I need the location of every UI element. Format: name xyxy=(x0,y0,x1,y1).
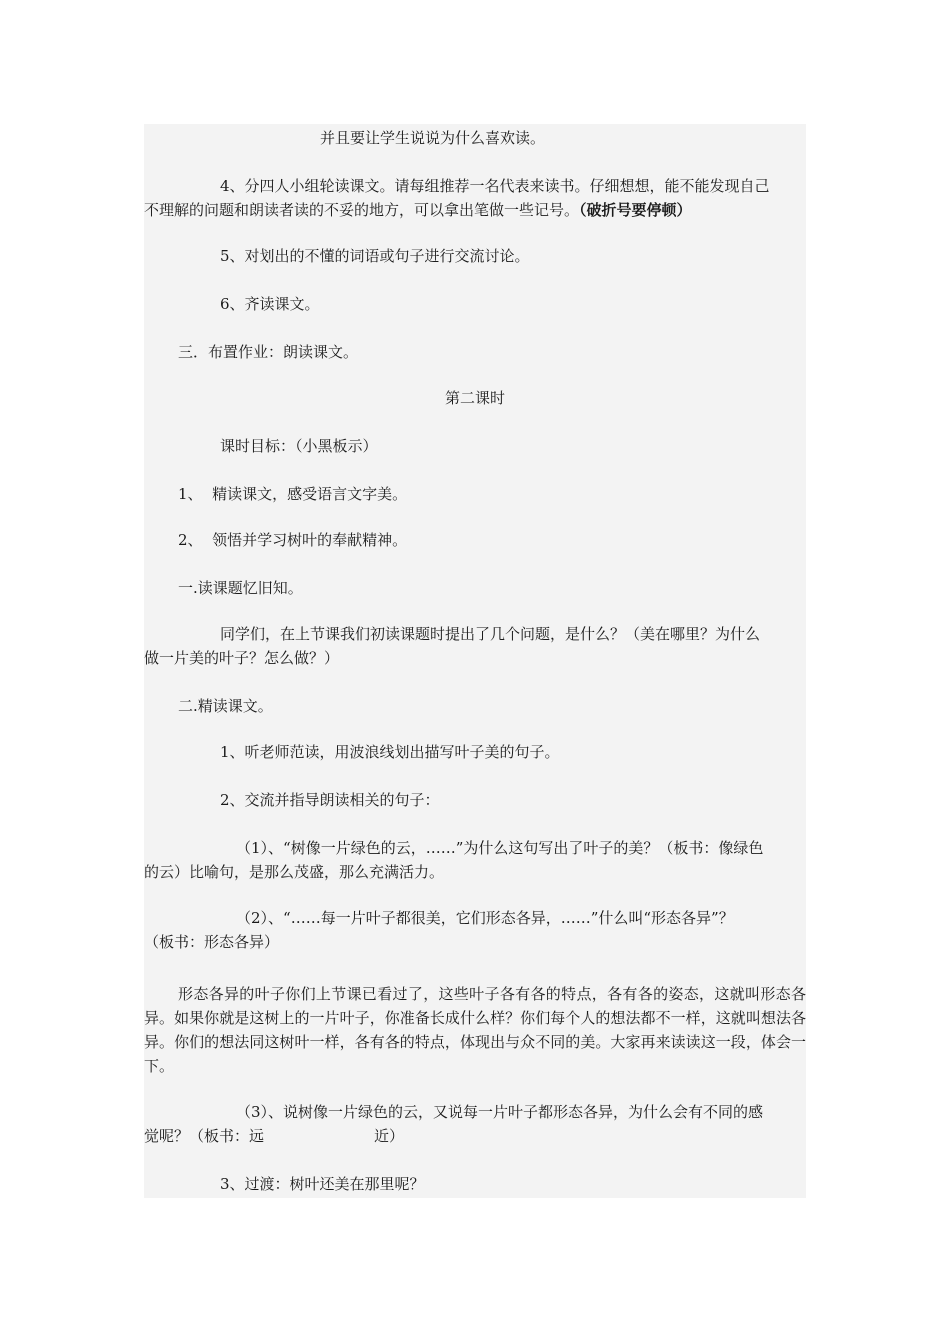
sub-2-line2: （板书：形态各异） xyxy=(144,933,280,951)
item-6: 6、齐读课文。 xyxy=(220,295,320,313)
sub-1-line1: （1）、“树像一片绿色的云，……”为什么这句写出了叶子的美？（板书：像绿色 xyxy=(236,839,764,857)
sub-3-line2 xyxy=(144,1124,806,1148)
sub-3-line2-end: 近） xyxy=(374,1127,405,1145)
goal-1: 1、 精读课文，感受语言文字美。 xyxy=(178,485,408,503)
part-1-text-line2: 做一片美的叶子？怎么做？） xyxy=(144,649,340,667)
goal-2: 2、 领悟并学习树叶的奉献精神。 xyxy=(178,531,408,549)
item-5: 5、对划出的不懂的词语或句子进行交流讨论。 xyxy=(220,247,530,265)
section-3-homework: 三．布置作业：朗读课文。 xyxy=(178,343,359,361)
sub-3-line2-start: 觉呢？（板书：远 xyxy=(144,1127,265,1145)
line-reason-for-liking: 并且要让学生说说为什么喜欢读。 xyxy=(320,129,546,147)
item-4-note: （破折号要停顿） xyxy=(579,201,692,219)
step-3: 3、过渡：树叶还美在那里呢？ xyxy=(220,1175,425,1193)
part-1-text-line1: 同学们，在上节课我们初读课题时提出了几个问题，是什么？（美在哪里？为什么 xyxy=(220,625,761,643)
sub-2-line1: （2）、“……每一片叶子都很美，它们形态各异，……”什么叫“形态各异”？ xyxy=(236,909,734,927)
part-2-title: 二.精读课文。 xyxy=(178,697,273,715)
part-1-title: 一.读课题忆旧知。 xyxy=(178,579,303,597)
item-4-text: 不理解的问题和朗读者读的不妥的地方，可以拿出笔做一些记号。 xyxy=(144,201,580,219)
item-4-line2 xyxy=(144,198,806,222)
lesson-title: 第二课时 xyxy=(444,389,505,407)
item-4-line1: 4、分四人小组轮读课文。请每组推荐一名代表来读书。仔细想想，能不能发现自己 xyxy=(220,177,770,195)
step-1: 1、听老师范读，用波浪线划出描写叶子美的句子。 xyxy=(220,743,560,761)
lesson-goal-label: 课时目标：（小黑板示） xyxy=(220,437,378,455)
step-2: 2、交流并指导朗读相关的句子： xyxy=(220,791,440,809)
sub-3-line1: （3）、说树像一片绿色的云，又说每一片叶子都形态各异，为什么会有不同的感 xyxy=(236,1103,764,1121)
sub-1-line2: 的云）比喻句，是那么茂盛，那么充满活力。 xyxy=(144,863,445,881)
paragraph-shapes-differ: 形态各异的叶子你们上节课已看过了，这些叶子各有各的特点，各有各的姿态，这就叫形态各异。如果你就是这树上的一片叶子，你准备长成什么样？你们每个人的想法都不一样，这就叫想法各异。你们的想法同这树叶一样，各有各的特点，体现出与众不同的美。大家再来读读这一段，体会一下。 xyxy=(144,985,806,1075)
